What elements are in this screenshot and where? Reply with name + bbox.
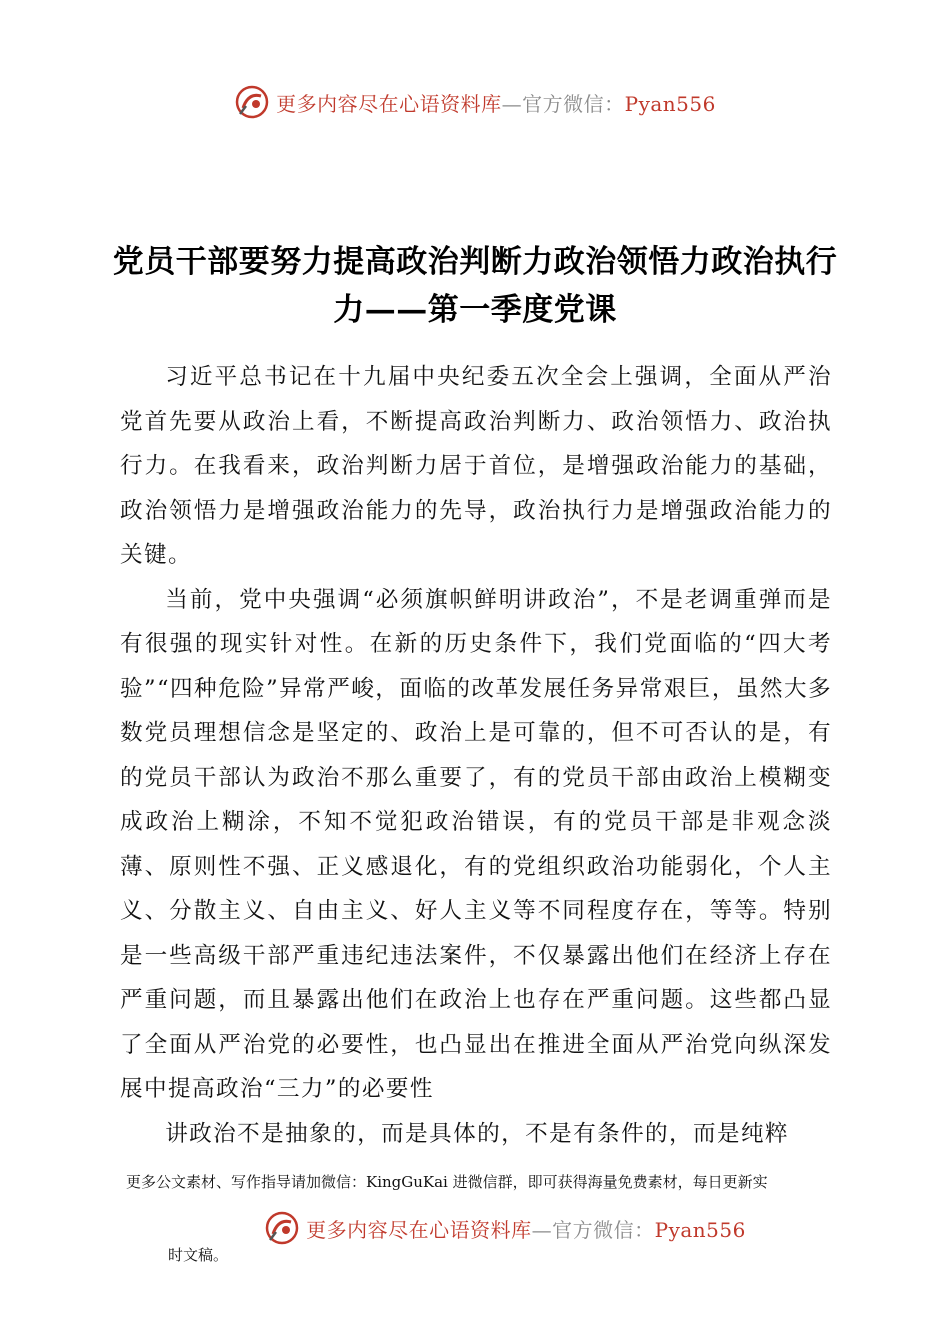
document-title: 党员干部要努力提高政治判断力政治领悟力政治执行力——第一季度党课: [112, 244, 838, 328]
paragraph-1: 习近平总书记在十九届中央纪委五次全会上强调，全面从严治党首先要从政治上看，不断提高政治判断力、政治领悟力、政治执行力。在我看来，政治判断力居于首位，是增强政治能力的基础，政治领悟力是增强政治能力的先导，政治执行力是增强政治能力的关键。: [120, 364, 832, 568]
watermark-text: [306, 1214, 746, 1243]
brand-text: 更多内容尽在心语资料库: [306, 1217, 532, 1242]
wechat-id: Pyan556: [654, 1217, 746, 1242]
watermark-banner-top: [0, 80, 950, 124]
brand-text: 更多内容尽在心语资料库: [276, 91, 502, 116]
dash: —: [531, 1217, 553, 1242]
brand-logo-icon: [264, 1210, 300, 1246]
paragraph-2: 当前，党中央强调“必须旗帜鲜明讲政治”，不是老调重弹而是有很强的现实针对性。在新的历史条件下，我们党面临的“四大考验”“四种危险”异常严峻，面临的改革发展任务异常艰巨，虽然大多数党员理想信念是坚定的、政治上是可靠的，但不可否认的是，有的党员干部认为政治不那么重要了，有的党员干部由政治上模糊变成政治上糊涂，不知不觉犯政治错误，有的党员干部是非观念淡薄、原则性不强、正义感退化，有的党组织政治功能弱化，个人主义、分散主义、自由主义、好人主义等不同程度存在，等等。特别是一些高级干部严重违纪违法案件，不仅暴露出他们在经济上存在严重问题，而且暴露出他们在政治上也存在严重问题。这些都凸显了全面从严治党的必要性，也凸显出在推进全面从严治党向纵深发展中提高政治“三力”的必要性: [120, 586, 832, 1102]
watermark-text: [276, 88, 716, 117]
official-label: 官方微信：: [552, 1217, 655, 1242]
wechat-id: Pyan556: [624, 91, 716, 116]
official-label: 官方微信：: [522, 91, 625, 116]
document-body: [120, 355, 832, 1156]
dash: —: [501, 91, 523, 116]
brand-logo-icon: [234, 84, 270, 120]
footer-note-tail: 时文稿。: [168, 1246, 229, 1264]
paragraph-3: 讲政治不是抽象的，而是具体的，不是有条件的，而是纯粹: [165, 1120, 790, 1147]
footer-note: 更多公文素材、写作指导请加微信：KingGuKai 进微信群，即可获得海量免费素材，每日更新实: [126, 1173, 768, 1191]
